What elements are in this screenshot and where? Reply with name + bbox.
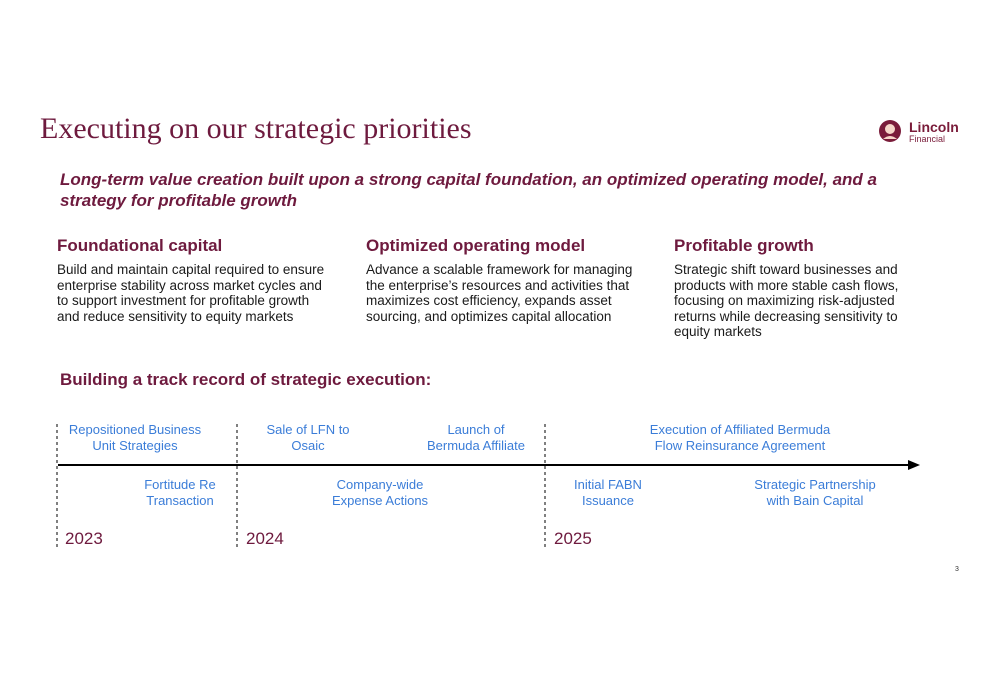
column-body-profitable-growth: Strategic shift toward businesses and products with more stable cash flows, focusing on maximizing risk-adjusted returns while decreasing sensitivity to equity markets (674, 262, 899, 340)
page-title: Executing on our strategic priorities (40, 112, 472, 145)
year-2023: 2023 (65, 529, 103, 548)
event-initial-fabn: Initial FABN Issuance (574, 477, 642, 508)
track-record-heading: Building a track record of strategic execution: (60, 370, 432, 389)
event-bain-capital: Strategic Partnership with Bain Capital (754, 477, 876, 508)
column-body-foundational-capital: Build and maintain capital required to ensure enterprise stability across market cycles and to support investment for profitable growth and reduce sensitivity to equity markets (57, 262, 325, 324)
year-2024: 2024 (246, 529, 284, 548)
event-fortitude-re: Fortitude Re Transaction (144, 477, 216, 508)
column-heading-profitable-growth: Profitable growth (674, 236, 814, 255)
event-launch-bermuda-affiliate: Launch of Bermuda Affiliate (426, 422, 526, 453)
event-sale-of-lfn: Sale of LFN to Osaic (266, 422, 350, 453)
year-2025: 2025 (554, 529, 592, 548)
column-heading-foundational-capital: Foundational capital (57, 236, 223, 255)
event-affiliated-bermuda-reinsurance: Execution of Affiliated Bermuda Flow Reinsurance Agreement (649, 422, 831, 453)
column-heading-operating-model: Optimized operating model (366, 236, 586, 255)
logo-subname: Financial (909, 134, 946, 144)
event-expense-actions: Company-wide Expense Actions (331, 477, 429, 508)
column-body-operating-model: Advance a scalable framework for managing the enterprise’s resources and activities that maximizes cost efficiency, expands asset sourcing, and optimizes capital allocation (366, 262, 633, 324)
page-number: 3 (955, 566, 959, 573)
event-repositioned-business: Repositioned Business Unit Strategies (68, 422, 202, 453)
timeline-arrowhead (908, 460, 920, 470)
subtitle: Long-term value creation built upon a strong capital foundation, an optimized operating model, and a strategy for profitable growth (60, 170, 877, 210)
logo-name: Lincoln (909, 119, 959, 135)
